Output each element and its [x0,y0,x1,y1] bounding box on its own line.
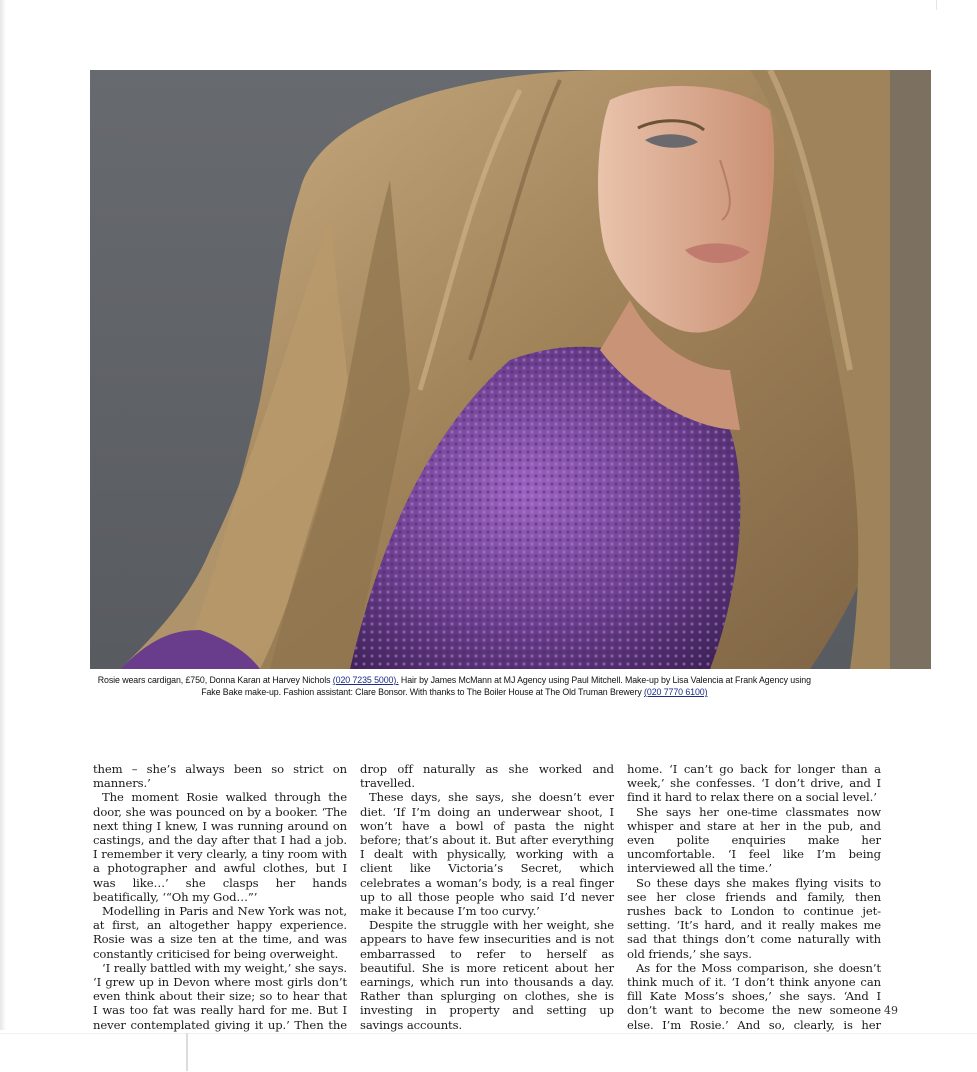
phone-link[interactable]: (020 7235 5000). [332,675,399,686]
model-photo [90,70,931,669]
page-edge-shadow [0,0,6,1030]
caption-text: Fake Bake make-up. Fashion assistant: Clare Bonsor. With thanks to The Boiler House at The Old Truman Brewery [201,687,645,698]
gutter-mark [186,1033,188,1071]
caption-text: Rosie wears cardigan, £750, Donna Karan at Harvey Nichols [97,675,333,686]
model-photo-illustration [90,70,931,669]
article-paragraph: home. ‘I can’t go back for longer than a week,’ she confesses. ‘I don’t drive, and I find it hard to relax there on a social level.’ [627,762,881,805]
page-bottom-margin [0,1033,977,1072]
phone-link[interactable]: (020 7770 6100) [644,687,708,698]
article-paragraph: As for the Moss comparison, she doesn’t think much of it. ‘I don’t think anyone can fill Kate Moss’s shoes,’ she says. ‘And I don’t want to become the new someone else. I’m Rosie.’ And so, clearly, is her [627,960,881,1032]
article-paragraph: Despite the struggle with her weight, she appears to have few insecurities and is not embarrassed to refer to herself as beautiful. She is more reticent about her earnings, which run into thousands a day. Rather than splurging on clothes, she is investing in property and setting up savings accounts. [360,918,614,1032]
article-column-3 [627,762,881,1046]
article-paragraph: drop off naturally as she worked and travelled. [360,762,614,791]
article-paragraph: Modelling in Paris and New York was not, at first, an altogether happy experience. Rosie was a size ten at the time, and was constantly criticised for being overweight. [93,904,347,961]
photo-caption [90,675,819,699]
caption-line-2 [90,687,819,699]
article-paragraph: So these days she makes flying visits to see her close friends and family, then rushes back to London to continue jet-setting. ‘It’s hard, and it really makes me sad that things don’t come naturally with old friends,’ she says. [627,875,881,961]
article-paragraph: The moment Rosie walked through the door, she was pounced on by a booker. ‘The next thing I knew, I was running around on castings, and the day after that I had a job. I remember it very clearly, a tiny room with a photographer and awful clothes, but I was like…’ she clasps her hands beatifically, ‘“Oh my God…”’ [93,790,347,904]
article-column-2 [360,762,614,1060]
article-paragraph: She says her one-time classmates now whisper and stare at her in the pub, and even polite enquiries make her uncomfortable. ‘I feel like I’m being interviewed all the time.’ [627,804,881,876]
article-column-1 [93,762,347,1046]
caption-text: Hair by James McMann at MJ Agency using Paul Mitchell. Make-up by Lisa Valencia at Frank Agency using [398,675,811,686]
article-paragraph: ‘I really battled with my weight,’ she says. ‘I grew up in Devon where most girls don’t even think about their size; so to hear that I was too fat was really hard for me. But I never contemplated giving it up.’ Then the [93,960,347,1032]
page-number: 49 [884,1004,898,1017]
article-paragraph: them – she’s always been so strict on manners.’ [93,762,347,791]
article-paragraph: These days, she says, she doesn’t ever diet. ‘If I’m doing an underwear shoot, I won’t have a bowl of pasta the night before; that’s about it. But after everything I dealt with physically, working with a client like Victoria’s Secret, which celebrates a woman’s body, is a real finger up to all those people who said I’d never make it because I’m too curvy.’ [360,790,614,919]
crop-mark [936,0,937,10]
caption-line-1 [90,675,819,687]
